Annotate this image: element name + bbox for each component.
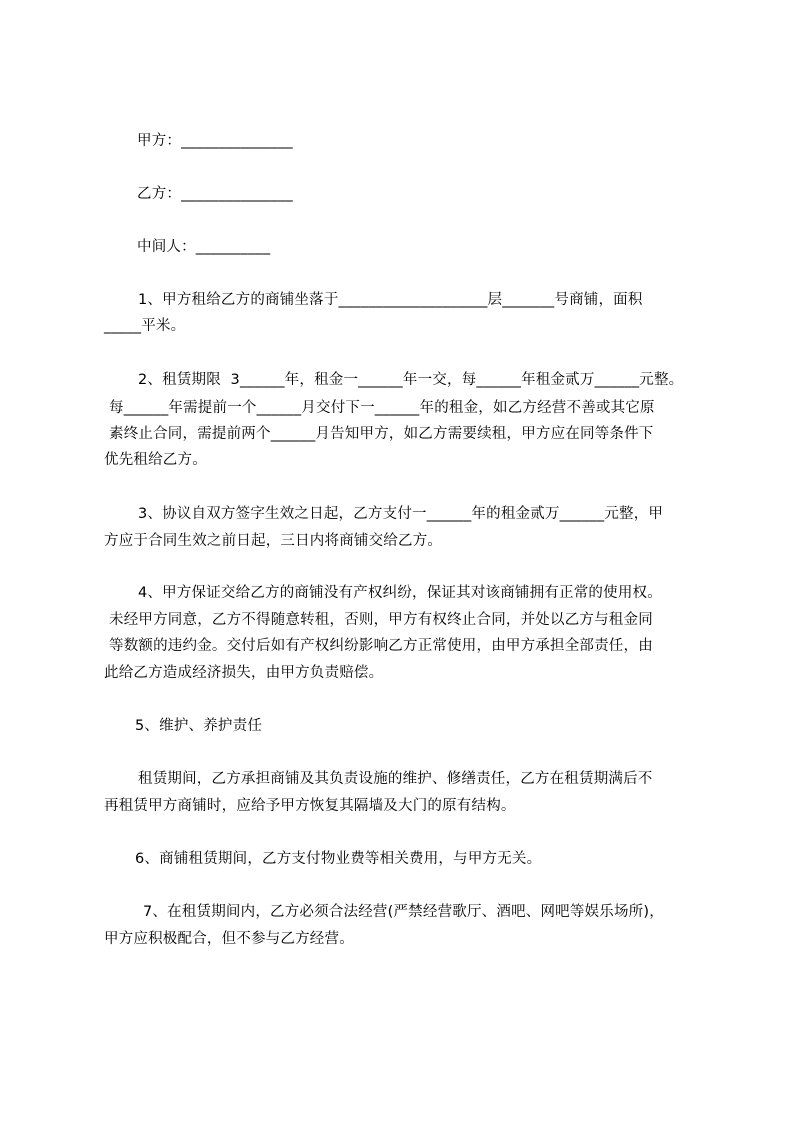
clause-4-line: 未经甲方同意，乙方不得随意转租，否则，甲方有权终止合同，并处以乙方与租金同 <box>109 612 653 628</box>
party-a-line: 甲方：_______________ <box>137 133 293 149</box>
clause-5-title: 5、维护、养护责任 <box>135 718 263 734</box>
clause-6-line: 6、商铺租赁期间，乙方支付物业费等相关费用，与甲方无关。 <box>135 851 542 867</box>
clause-2-line: 素终止合同，需提前两个______月告知甲方，如乙方需要续租，甲方应在同等条件下 <box>109 426 654 442</box>
middleman-line: 中间人：__________ <box>137 239 271 255</box>
clause-1-line: 1、甲方租给乙方的商铺坐落于____________________层_______号商铺，面积 <box>138 292 643 308</box>
clause-3-line: 3、协议自双方签字生效之日起，乙方支付一______年的租金贰万______元整，甲 <box>138 506 664 522</box>
clause-5-body-line: 租赁期间，乙方承担商铺及其负责设施的维护、修缮责任，乙方在租赁期满后不 <box>138 771 653 787</box>
clause-7-line: 7、在租赁期间内，乙方必须合法经营(严禁经营歌厅、酒吧、网吧等娱乐场所)， <box>143 904 664 920</box>
clause-4-line: 等数额的违约金。交付后如有产权纠纷影响乙方正常使用，由甲方承担全部责任，由 <box>109 638 653 654</box>
clause-7-line: 甲方应积极配合，但不参与乙方经营。 <box>104 931 354 947</box>
clause-2-line: 优先租给乙方。 <box>104 452 207 468</box>
clause-4-line: 此给乙方造成经济损失，由甲方负责赔偿。 <box>104 665 384 681</box>
clause-2-line: 每______年需提前一个______月交付下一______年的租金，如乙方经营不善或其它原 <box>109 400 655 416</box>
party-b-line: 乙方：_______________ <box>137 186 293 202</box>
clause-5-body-line: 再租赁甲方商铺时，应给予甲方恢复其隔墙及大门的原有结构。 <box>104 798 516 814</box>
clause-3-line: 方应于合同生效之前日起，三日内将商铺交给乙方。 <box>104 533 443 549</box>
clause-1-line: _____平米。 <box>104 318 186 334</box>
clause-2-line: 2、租赁期限 3______年，租金一______年一交，每______年租金贰万______元整。 <box>138 372 684 388</box>
clause-4-line: 4、甲方保证交给乙方的商铺没有产权纠纷，保证其对该商铺拥有正常的使用权。 <box>138 585 662 601</box>
